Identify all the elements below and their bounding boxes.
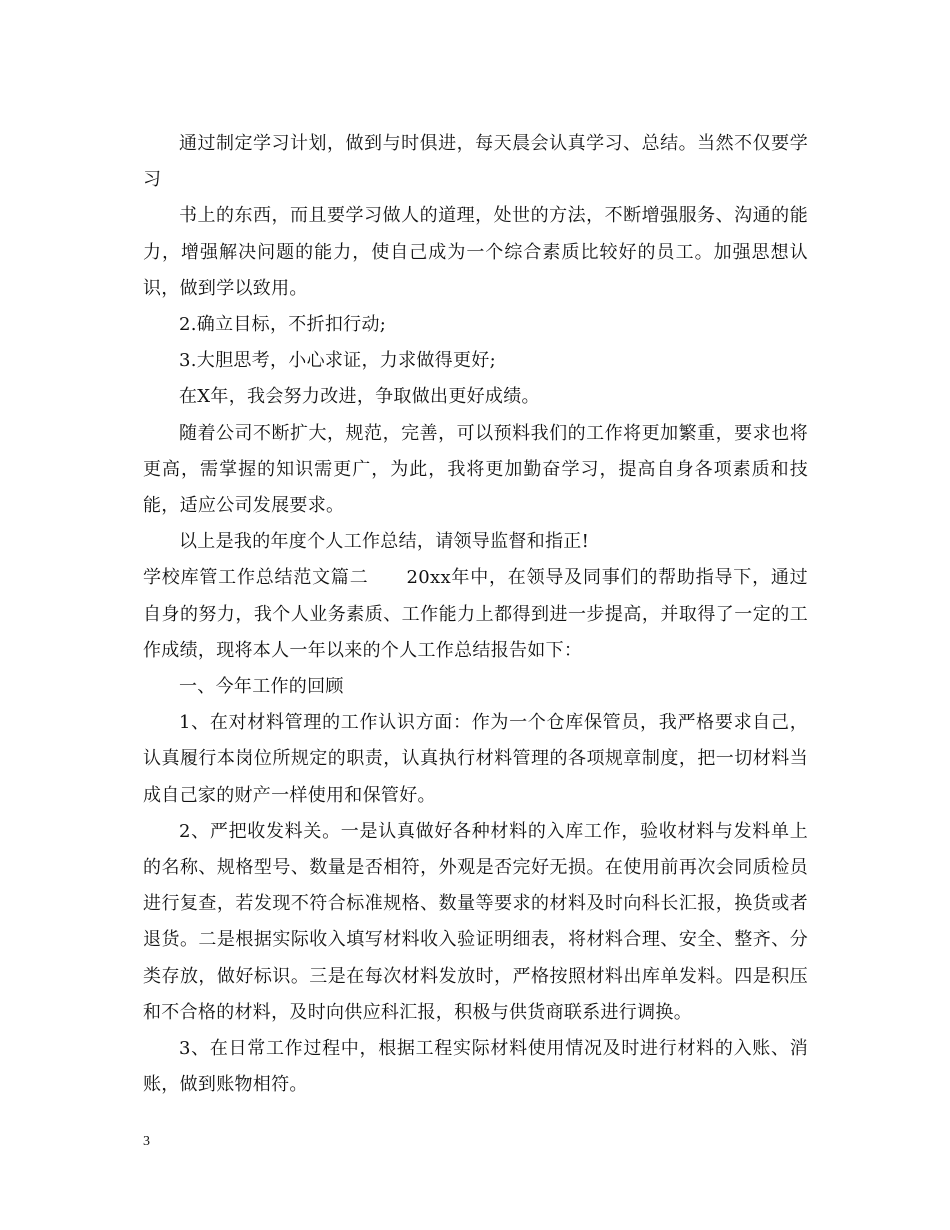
paragraph: 随着公司不断扩大，规范，完善，可以预料我们的工作将更加繁重，要求也将更高，需掌握的知识需更广，为此，我将更加勤奋学习，提高自身各项素质和技能，适应公司发展要求。 (143, 422, 808, 517)
page-number: 3 (143, 1134, 150, 1149)
paragraph: 一、今年工作的回顾 (179, 676, 344, 698)
paragraph: 2.确立目标，不折扣行动; (179, 314, 387, 336)
paragraph: 书上的东西，而且要学习做人的道理，处世的方法，不断增强服务、沟通的能力，增强解决问题的能力，使自己成为一个综合素质比较好的员工。加强思想认识，做到学以致用。 (143, 205, 808, 299)
section-heading: 学校库管工作总结范文篇二 (143, 567, 369, 589)
paragraph: 3、在日常工作过程中，根据工程实际材料使用情况及时进行材料的入账、消账，做到账物相符。 (143, 1038, 808, 1096)
document-body (143, 126, 808, 1103)
section-paragraph (143, 560, 808, 669)
paragraph: 在X年，我会努力改进，争取做出更好成绩。 (179, 386, 540, 408)
paragraph: 2、严把收发料关。一是认真做好各种材料的入库工作，验收材料与发料单上的名称、规格型号、数量是否相符，外观是否完好无损。在使用前再次会同质检员进行复查，若发现不符合标准规格、数量等要求的材料及时向科长汇报，换货或者退货。二是根据实际收入填写材料收入验证明细表，将材料合理、安全、整齐、分类存放，做好标识。三是在每次材料发放时，严格按照材料出库单发料。四是积压和不合格的材料，及时向供应科汇报，积极与供货商联系进行调换。 (143, 820, 808, 1023)
paragraph: 通过制定学习计划，做到与时俱进，每天晨会认真学习、总结。当然不仅要学习 (143, 133, 808, 191)
paragraph: 3.大胆思考，小心求证，力求做得更好; (179, 350, 496, 372)
paragraph: 1、在对材料管理的工作认识方面：作为一个仓库保管员，我严格要求自己，认真履行本岗位所规定的职责，认真执行材料管理的各项规章制度，把一切材料当成自己家的财产一样使用和保管好。 (143, 712, 808, 806)
section-lead-text: 20xx年中，在领导及同事们的帮助指导下，通过自身的努力，我个人业务素质、工作能力上都得到进一步提高，并取得了一定的工作成绩，现将本人一年以来的个人工作总结报告如下： (143, 567, 808, 661)
paragraph: 以上是我的年度个人工作总结，请领导监督和指正! (179, 531, 590, 553)
